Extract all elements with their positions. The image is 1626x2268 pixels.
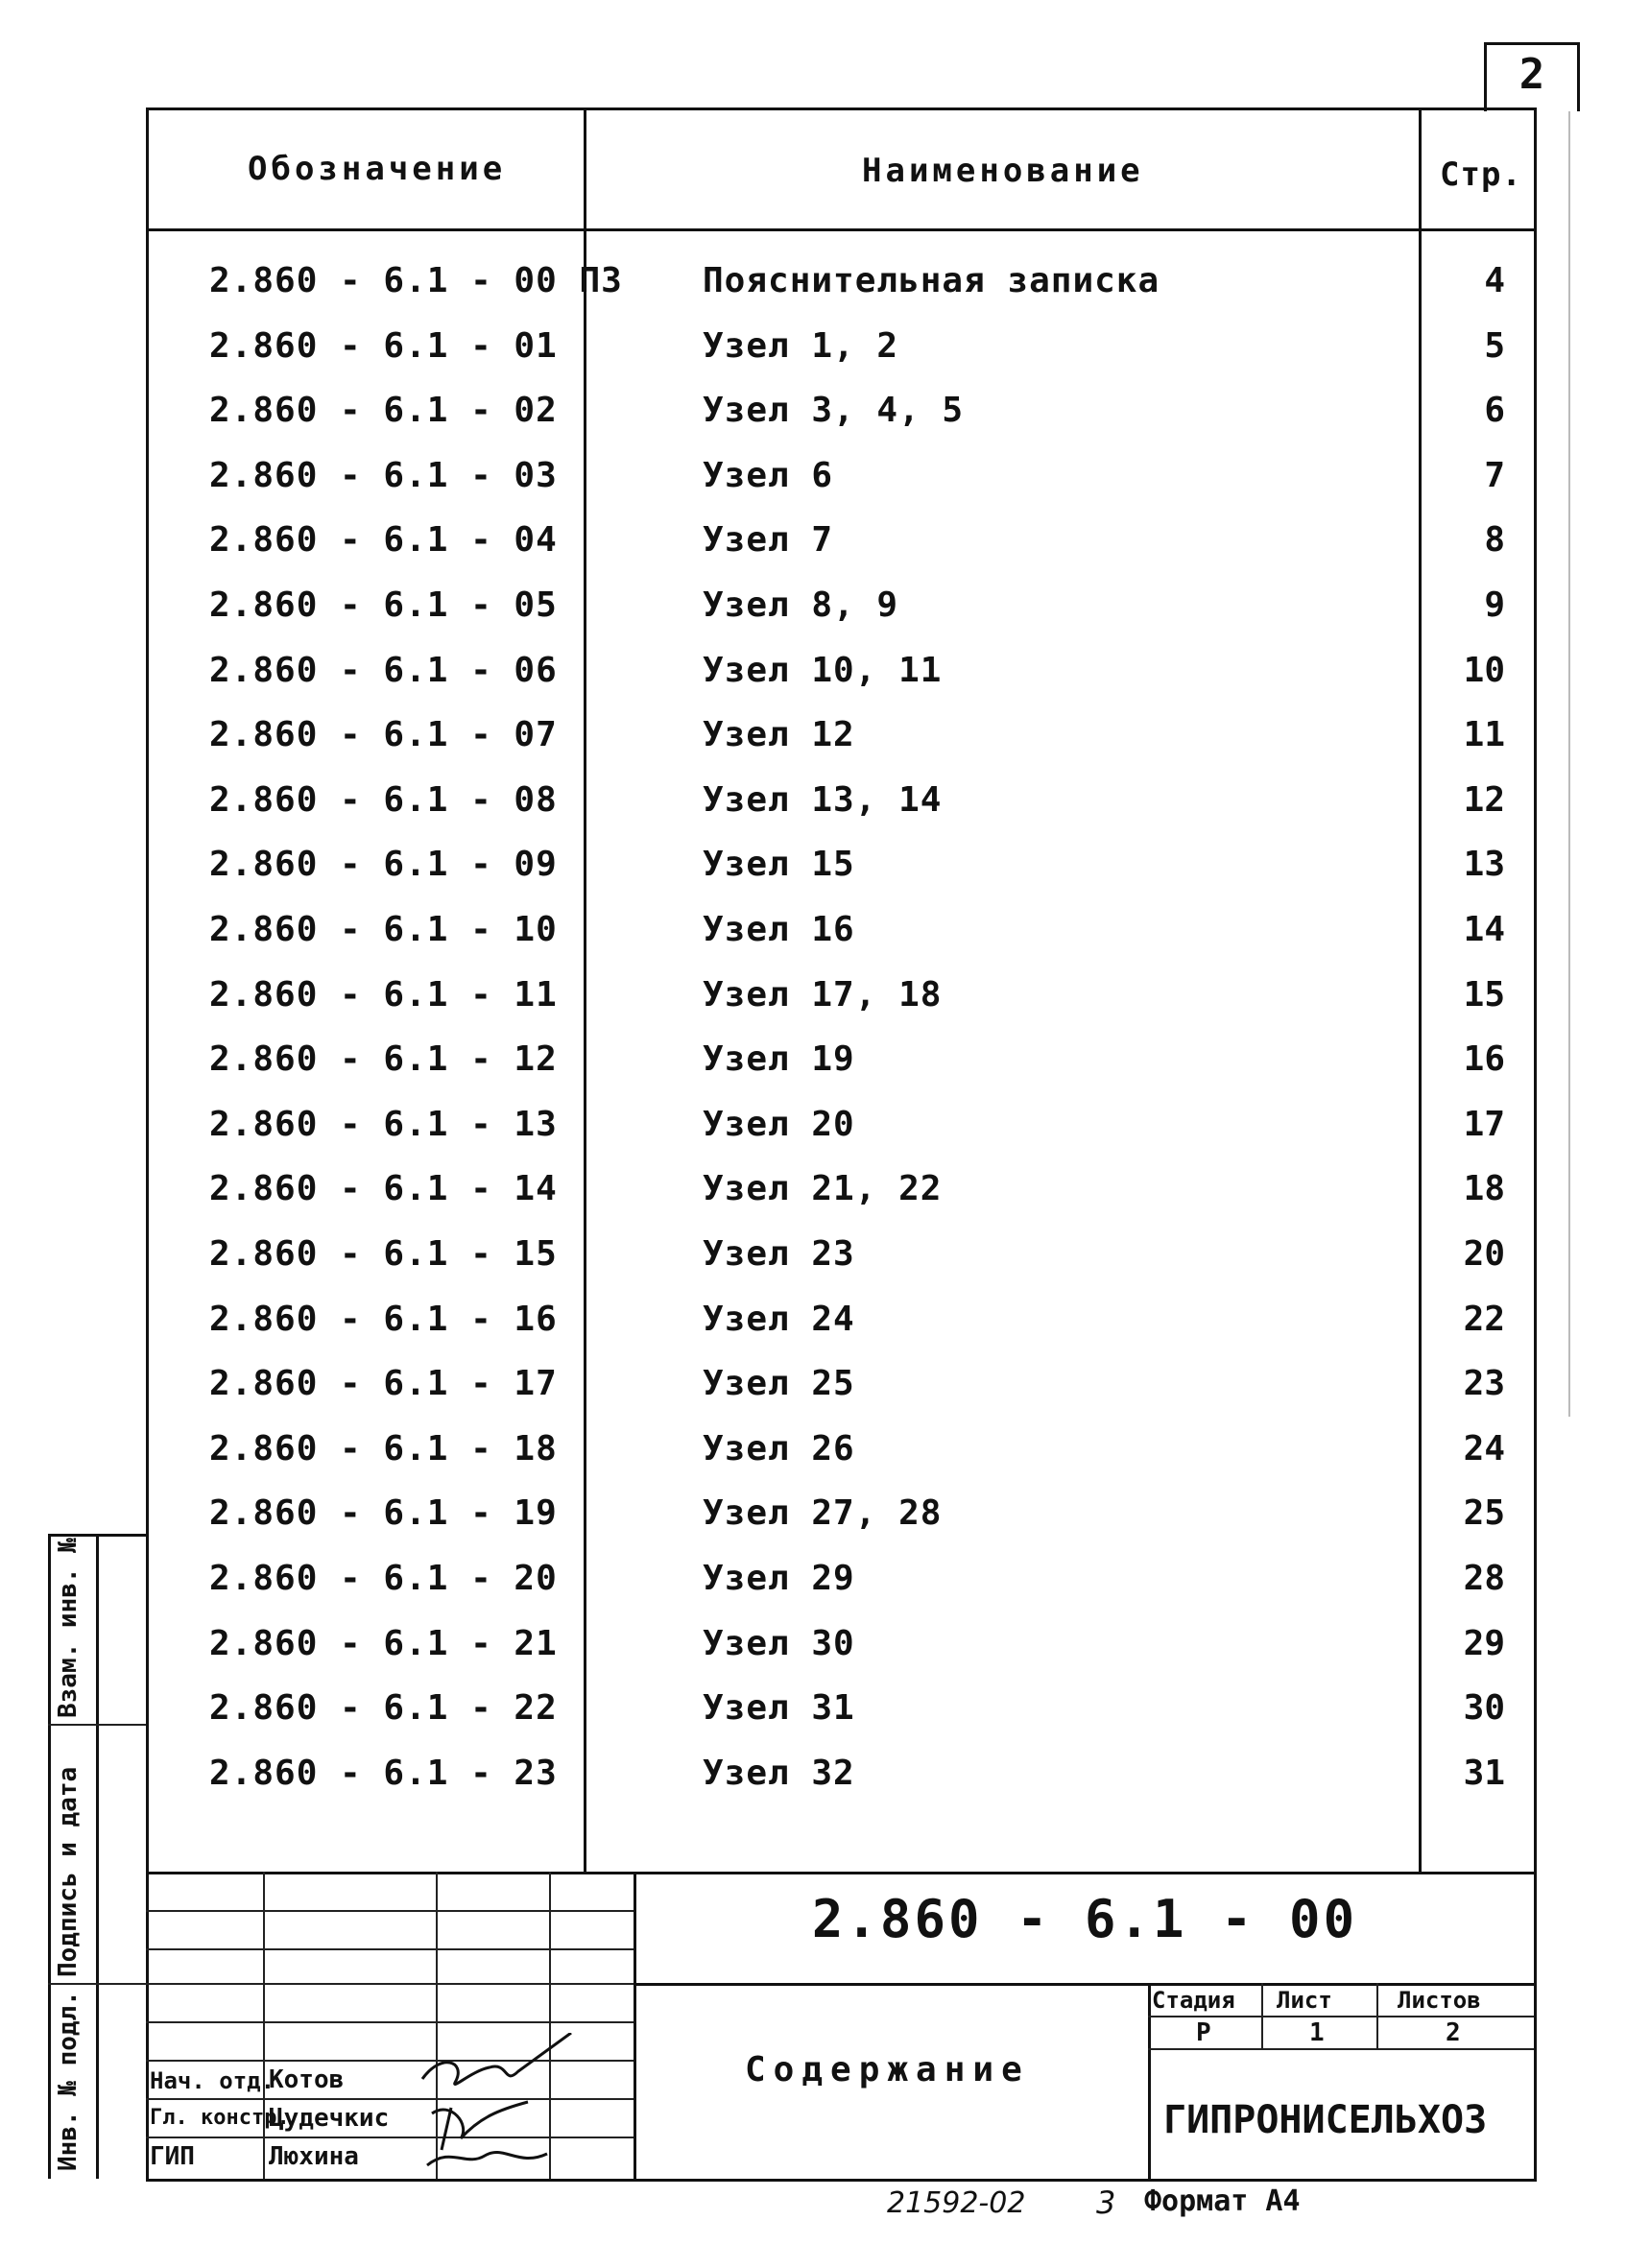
row-page: 20 [1463, 1234, 1505, 1274]
side-label-vzam-inv: Взам. инв. № [54, 1538, 83, 1718]
signature-marks [413, 2033, 576, 2177]
footer-archive-number: 21592-02 [887, 2186, 1026, 2220]
row-page: 30 [1463, 1688, 1505, 1728]
stage-grid-h1 [1148, 2016, 1534, 2017]
row-page: 14 [1463, 910, 1505, 949]
table-row [0, 1169, 1626, 1227]
row-designation: 2.860 - 6.1 - 20 [209, 1559, 558, 1598]
row-designation: 2.860 - 6.1 - 04 [209, 520, 558, 560]
row-page: 8 [1484, 520, 1505, 560]
row-name: Узел 31 [703, 1688, 855, 1728]
row-name: Узел 23 [703, 1234, 855, 1274]
stamp-sheets-label: Листов [1398, 1987, 1481, 2014]
table-row [0, 1105, 1626, 1162]
row-designation: 2.860 - 6.1 - 02 [209, 391, 558, 430]
table-row [0, 975, 1626, 1033]
row-designation: 2.860 - 6.1 - 18 [209, 1429, 558, 1468]
row-page: 29 [1463, 1624, 1505, 1663]
stamp-grid-h3 [146, 1983, 634, 1985]
row-name: Узел 27, 28 [703, 1493, 943, 1533]
stamp-grid-h2 [146, 1948, 634, 1950]
row-designation: 2.860 - 6.1 - 14 [209, 1169, 558, 1208]
table-row [0, 1754, 1626, 1811]
table-row [0, 391, 1626, 448]
row-designation: 2.860 - 6.1 - 16 [209, 1300, 558, 1339]
row-page: 9 [1484, 585, 1505, 625]
stamp-doc-code: 2.860 - 6.1 - 00 [811, 1889, 1358, 1949]
row-designation: 2.860 - 6.1 - 10 [209, 910, 558, 949]
row-designation: 2.860 - 6.1 - 00 ПЗ [209, 261, 623, 300]
table-row [0, 520, 1626, 578]
row-name: Узел 29 [703, 1559, 855, 1598]
table-row [0, 1624, 1626, 1682]
row-name: Узел 32 [703, 1754, 855, 1793]
row-name: Узел 16 [703, 910, 855, 949]
row-designation: 2.860 - 6.1 - 21 [209, 1624, 558, 1663]
stamp-org-sep [1148, 1983, 1151, 2179]
frame-bottom [146, 2179, 1537, 2182]
footer-copy-number: 3 [1096, 2184, 1116, 2221]
row-name: Узел 3, 4, 5 [703, 391, 965, 430]
row-designation: 2.860 - 6.1 - 05 [209, 585, 558, 625]
stamp-sheet-value: 1 [1309, 2018, 1325, 2047]
row-name: Узел 8, 9 [703, 585, 899, 625]
sheet-number: 2 [1518, 50, 1545, 99]
row-designation: 2.860 - 6.1 - 09 [209, 845, 558, 884]
row-name: Узел 15 [703, 845, 855, 884]
row-name: Узел 12 [703, 715, 855, 754]
row-name: Пояснительная записка [703, 261, 1160, 300]
stamp-grid-h1 [146, 1910, 634, 1912]
row-page: 24 [1463, 1429, 1505, 1468]
stage-grid-v2 [1376, 1983, 1378, 2048]
row-page: 4 [1484, 261, 1505, 300]
stamp-role-2: Гл. констр. [150, 2106, 290, 2130]
row-page: 6 [1484, 391, 1505, 430]
row-page: 17 [1463, 1105, 1505, 1144]
row-page: 18 [1463, 1169, 1505, 1208]
stamp-sheet-label: Лист [1277, 1987, 1332, 2014]
table-row [0, 715, 1626, 773]
table-row [0, 780, 1626, 838]
stage-grid-h2 [1148, 2048, 1534, 2050]
row-page: 31 [1463, 1754, 1505, 1793]
scan-edge-line [1568, 111, 1570, 1417]
table-row [0, 1364, 1626, 1421]
row-name: Узел 6 [703, 456, 834, 495]
row-designation: 2.860 - 6.1 - 07 [209, 715, 558, 754]
table-row [0, 1039, 1626, 1097]
row-designation: 2.860 - 6.1 - 12 [209, 1039, 558, 1079]
stamp-top [146, 1872, 1534, 1874]
row-name: Узел 10, 11 [703, 651, 943, 690]
row-page: 11 [1463, 715, 1505, 754]
stamp-person-2: Цудечкис [269, 2104, 390, 2133]
row-designation: 2.860 - 6.1 - 22 [209, 1688, 558, 1728]
row-page: 28 [1463, 1559, 1505, 1598]
side-box-mid [96, 1534, 99, 2179]
frame-top [146, 107, 1534, 110]
row-name: Узел 26 [703, 1429, 855, 1468]
row-page: 25 [1463, 1493, 1505, 1533]
stamp-stage-value: Р [1196, 2018, 1211, 2047]
stamp-stage-label: Стадия [1152, 1987, 1235, 2014]
row-name: Узел 13, 14 [703, 780, 943, 820]
table-row [0, 1688, 1626, 1746]
row-designation: 2.860 - 6.1 - 03 [209, 456, 558, 495]
table-row [0, 1300, 1626, 1357]
table-row [0, 456, 1626, 513]
row-designation: 2.860 - 6.1 - 11 [209, 975, 558, 1015]
row-page: 13 [1463, 845, 1505, 884]
row-name: Узел 20 [703, 1105, 855, 1144]
table-row [0, 261, 1626, 319]
table-row [0, 1429, 1626, 1487]
row-page: 15 [1463, 975, 1505, 1015]
row-name: Узел 24 [703, 1300, 855, 1339]
side-label-podpis-data: Подпись и дата [54, 1766, 83, 1977]
row-page: 12 [1463, 780, 1505, 820]
stamp-grid-h4 [146, 2021, 634, 2023]
side-label-inv-podl: Инв. № подл. [54, 1991, 83, 2171]
table-row [0, 651, 1626, 708]
row-designation: 2.860 - 6.1 - 19 [209, 1493, 558, 1533]
side-box-sep-1 [48, 1724, 146, 1726]
table-row [0, 585, 1626, 643]
stamp-grid-v1 [263, 1872, 265, 2179]
row-name: Узел 17, 18 [703, 975, 943, 1015]
table-row [0, 326, 1626, 384]
stamp-person-1: Котов [269, 2065, 345, 2094]
table-row [0, 1559, 1626, 1616]
footer-format: Формат А4 [1144, 2184, 1301, 2218]
row-designation: 2.860 - 6.1 - 01 [209, 326, 558, 366]
table-row [0, 1493, 1626, 1551]
row-designation: 2.860 - 6.1 - 06 [209, 651, 558, 690]
row-designation: 2.860 - 6.1 - 13 [209, 1105, 558, 1144]
header-name: Наименование [862, 152, 1144, 190]
row-name: Узел 7 [703, 520, 834, 560]
stamp-role-3: ГИП [150, 2142, 195, 2171]
stamp-role-1: Нач. отд. [150, 2067, 275, 2094]
stamp-sheets-value: 2 [1446, 2018, 1461, 2047]
row-designation: 2.860 - 6.1 - 08 [209, 780, 558, 820]
stamp-mid-h [634, 1983, 1534, 1986]
row-page: 23 [1463, 1364, 1505, 1403]
row-designation: 2.860 - 6.1 - 15 [209, 1234, 558, 1274]
row-name: Узел 1, 2 [703, 326, 899, 366]
row-name: Узел 25 [703, 1364, 855, 1403]
stamp-person-3: Люхина [269, 2142, 359, 2171]
stamp-title: Содержание [745, 2050, 1030, 2089]
table-row [0, 1234, 1626, 1292]
row-page: 5 [1484, 326, 1505, 366]
table-row [0, 845, 1626, 902]
side-box-sep-2 [48, 1983, 146, 1985]
table-row [0, 910, 1626, 967]
header-page: Стр. [1440, 155, 1522, 194]
row-page: 22 [1463, 1300, 1505, 1339]
row-name: Узел 21, 22 [703, 1169, 943, 1208]
row-designation: 2.860 - 6.1 - 17 [209, 1364, 558, 1403]
stamp-organization: ГИПРОНИСЕЛЬХОЗ [1163, 2098, 1488, 2142]
row-page: 10 [1463, 651, 1505, 690]
row-name: Узел 30 [703, 1624, 855, 1663]
sheet-number-box-top [1484, 42, 1580, 45]
side-box-left [48, 1534, 51, 2179]
stage-grid-v1 [1261, 1983, 1263, 2048]
row-name: Узел 19 [703, 1039, 855, 1079]
row-page: 16 [1463, 1039, 1505, 1079]
header-designation: Обозначение [248, 150, 507, 188]
row-designation: 2.860 - 6.1 - 23 [209, 1754, 558, 1793]
row-page: 7 [1484, 456, 1505, 495]
header-separator [146, 228, 1534, 231]
